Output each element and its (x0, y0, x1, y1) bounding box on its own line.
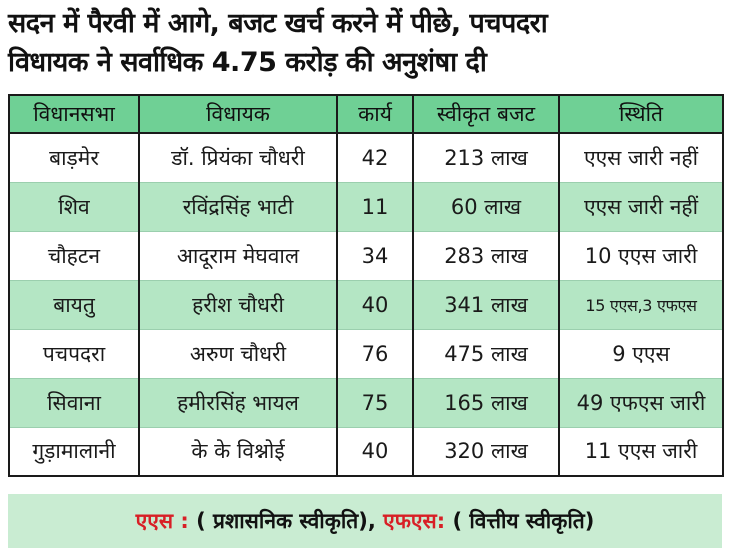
cell-status: 15 एएस,3 एफएस (559, 280, 723, 329)
cell-status: 49 एफएस जारी (559, 378, 723, 427)
cell-status: 11 एएस जारी (559, 427, 723, 476)
header-constituency: विधानसभा (9, 95, 139, 133)
cell-budget: 475 लाख (413, 329, 559, 378)
cell-budget: 283 लाख (413, 231, 559, 280)
cell-works: 34 (337, 231, 413, 280)
data-table (8, 94, 724, 477)
cell-works: 76 (337, 329, 413, 378)
cell-works: 40 (337, 427, 413, 476)
cell-budget: 165 लाख (413, 378, 559, 427)
legend-as-text: ( प्रशासनिक स्वीकृति), (188, 509, 376, 533)
cell-budget: 60 लाख (413, 182, 559, 231)
headline-line-1: सदन में पैरवी में आगे, बजट खर्च करने में पीछे, पचपदरा (8, 8, 548, 39)
table-row (9, 427, 723, 476)
table-row (9, 133, 723, 182)
cell-constituency: शिव (9, 182, 139, 231)
table-row (9, 231, 723, 280)
cell-mla: हरीश चौधरी (139, 280, 337, 329)
cell-constituency: बाड़मेर (9, 133, 139, 182)
cell-status: एएस जारी नहीं (559, 133, 723, 182)
header-works: कार्य (337, 95, 413, 133)
table-row (9, 182, 723, 231)
header-mla: विधायक (139, 95, 337, 133)
cell-constituency: पचपदरा (9, 329, 139, 378)
table-row (9, 329, 723, 378)
legend-fs-text: ( वित्तीय स्वीकृति) (445, 509, 595, 533)
cell-constituency: बायतु (9, 280, 139, 329)
cell-works: 40 (337, 280, 413, 329)
footer-legend (8, 494, 722, 548)
table-row (9, 378, 723, 427)
cell-works: 42 (337, 133, 413, 182)
cell-budget: 341 लाख (413, 280, 559, 329)
table-header-row (9, 95, 723, 133)
cell-status: 10 एएस जारी (559, 231, 723, 280)
cell-status: एएस जारी नहीं (559, 182, 723, 231)
cell-mla: के के विश्नोई (139, 427, 337, 476)
header-status: स्थिति (559, 95, 723, 133)
headline-line-2: विधायक ने सर्वाधिक 4.75 करोड़ की अनुशंषा दी (8, 47, 487, 78)
cell-budget: 213 लाख (413, 133, 559, 182)
headline (8, 4, 722, 82)
cell-status: 9 एएस (559, 329, 723, 378)
cell-mla: आदूराम मेघवाल (139, 231, 337, 280)
cell-budget: 320 लाख (413, 427, 559, 476)
header-approved-budget: स्वीकृत बजट (413, 95, 559, 133)
cell-mla: अरुण चौधरी (139, 329, 337, 378)
table-row (9, 280, 723, 329)
legend-fs-key: एफएस: (383, 509, 446, 533)
cell-constituency: गुड़ामालानी (9, 427, 139, 476)
cell-mla: हमीरसिंह भायल (139, 378, 337, 427)
cell-constituency: सिवाना (9, 378, 139, 427)
cell-mla: डॉ. प्रियंका चौधरी (139, 133, 337, 182)
data-table-container (8, 94, 722, 477)
cell-works: 75 (337, 378, 413, 427)
legend-as-key: एएस : (135, 509, 189, 533)
cell-constituency: चौहटन (9, 231, 139, 280)
cell-works: 11 (337, 182, 413, 231)
cell-mla: रविंद्रसिंह भाटी (139, 182, 337, 231)
